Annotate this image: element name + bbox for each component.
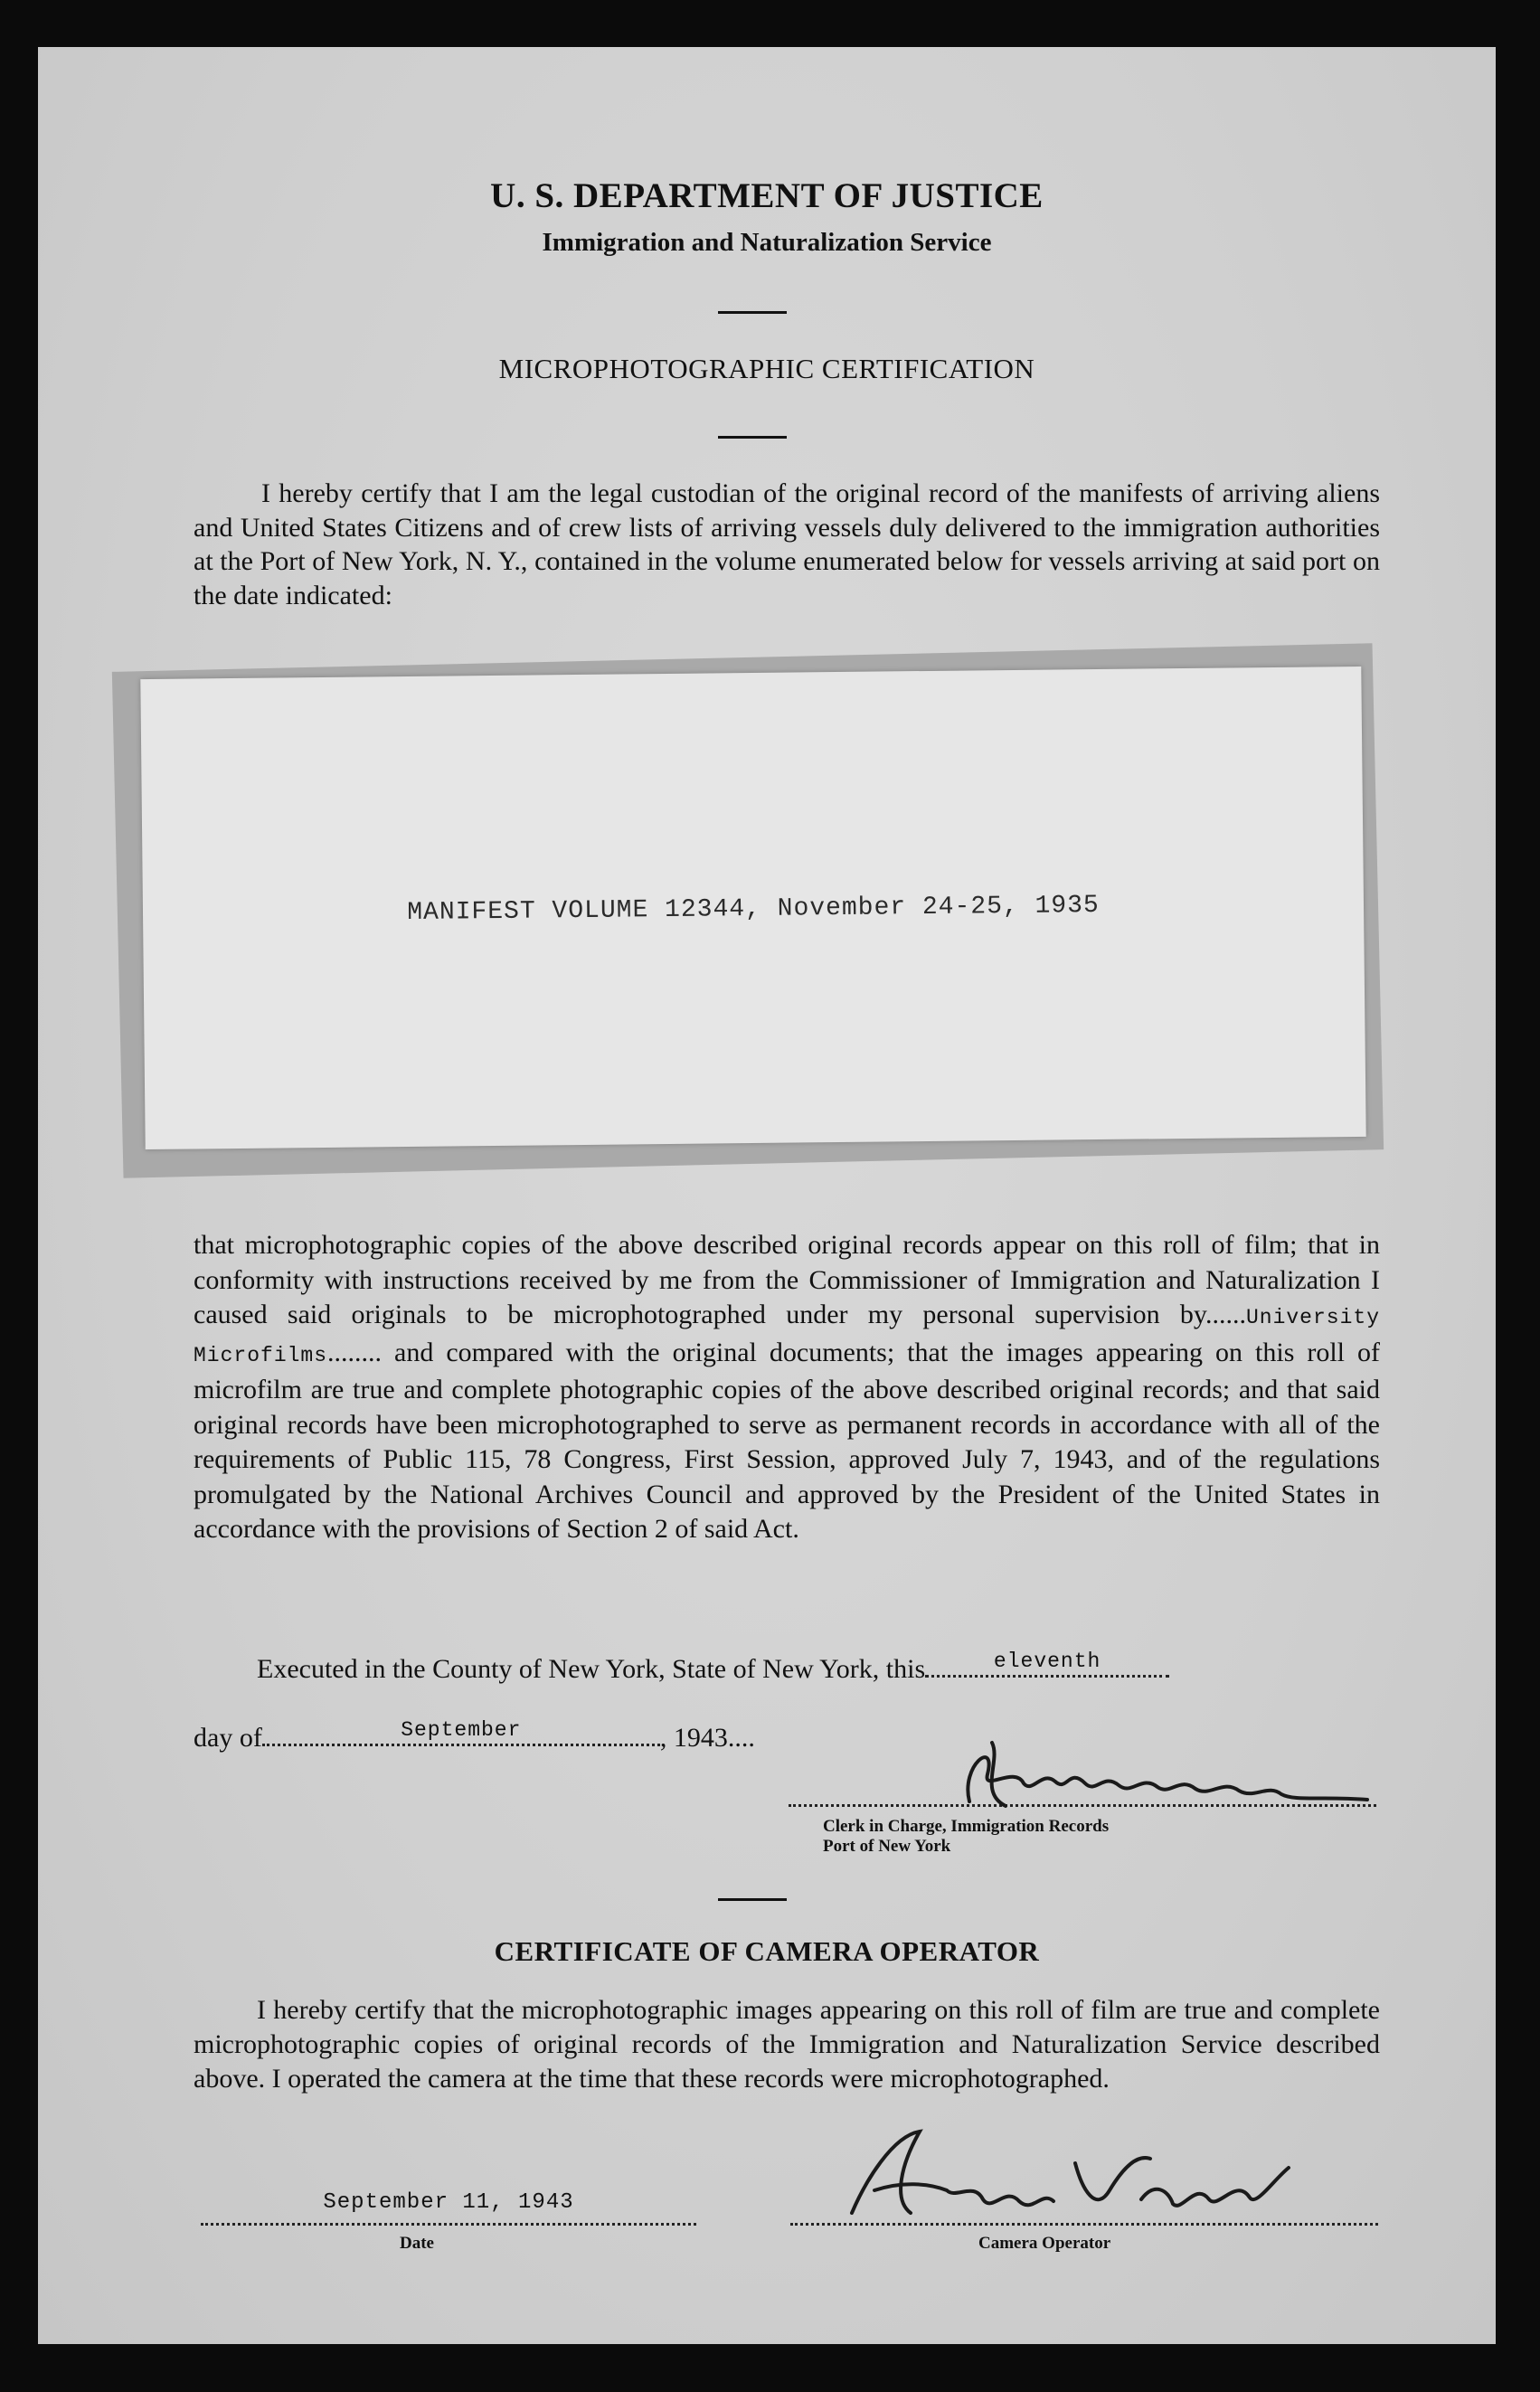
- day-of-prefix: day of: [194, 1723, 262, 1753]
- intro-paragraph: I hereby certify that I am the legal custodian of the original record of the manifests of arriving aliens and United States Citizens and of crew lists of arriving vessels duly delivered to the immigration authorities at the Port of New York, N. Y., contained in the volume enumerated below for vessels arriving at said port on the date indicated:: [194, 478, 1380, 610]
- date-line: [201, 2216, 696, 2226]
- executed-prefix: Executed in the County of New York, State of New York, this: [257, 1654, 926, 1684]
- date-caption: Date: [400, 2234, 434, 2253]
- body-text-part2: and compared with the original documents; that the images appearing on this roll of microfilm are true and complete photographic copies of the above described original records; and that said original records have been microphotographed to serve as permanent records in accordance with all of the requirements of Public 115, 78 Congress, First Session, approved July 7, 1943, and of the regulations promulgated by the National Archives Council and approved by the President of the United States in accordance with the provisions of Section 2 of said Act.: [194, 1337, 1381, 1544]
- camera-operator-heading: CERTIFICATE OF CAMERA OPERATOR: [494, 1935, 1040, 1967]
- year-prefix: , 194: [659, 1723, 714, 1753]
- certification-heading: MICROPHOTOGRAPHIC CERTIFICATION: [498, 353, 1035, 384]
- year-digit: 3: [713, 1723, 728, 1753]
- certification-body: that microphotographic copies of the above described original records appear on this roll of film; that in conformity with instructions received by me from the Commissioner of Immigration and Naturalization I caused said originals to be microphotographed under my personal supervision by......University Microfilms........ and compared with the original documents; that the images appearing on this roll of microfilm are true and complete photographic copies of the above described original records; and that said original records have been microphotographed to serve as permanent records in accordance with all of the requirements of Public 115, 78 Congress, First Session, approved July 7, 1943, and of the regulations promulgated by the National Archives Council and approved by the President of the United States in accordance with the provisions of Section 2 of said Act.: [194, 1230, 1381, 1544]
- filmed-by-value: University Microfilms: [194, 1306, 1380, 1367]
- clerk-caption-title: Clerk in Charge, Immigration Records: [823, 1817, 1110, 1836]
- day-of-line: day of September , 1943....: [194, 1718, 755, 1753]
- certificate-page: [38, 47, 1496, 2344]
- date-value: September 11, 1943: [323, 2190, 574, 2215]
- manifest-volume-label: MANIFEST VOLUME 12344, November 24-25, 1935: [407, 891, 1100, 928]
- camera-operator-caption: Camera Operator: [978, 2234, 1111, 2253]
- service-subtitle: Immigration and Naturalization Service: [542, 228, 992, 257]
- month-field: [262, 1718, 660, 1746]
- camera-operator-signature: [838, 2127, 1309, 2227]
- divider: [718, 436, 787, 439]
- divider: [718, 311, 787, 314]
- divider: [718, 1898, 787, 1901]
- executed-day-value: eleventh: [993, 1650, 1101, 1673]
- body-text-part1: that microphotographic copies of the above described original records appear on this roll of film; that in conformity with instructions received by me from the Commissioner of Immigration and Naturalization I caused said originals to be microphotographed under my personal supervision by: [194, 1230, 1380, 1329]
- month-value: September: [401, 1718, 522, 1742]
- clerk-caption-port: Port of New York: [823, 1837, 951, 1856]
- camera-operator-text: I hereby certify that the microphotographic images appearing on this roll of film are true and complete microphotographic copies of original records of the Immigration and Naturalization Service described above. I operated the camera at the time that these records were microphotographed.: [194, 1995, 1380, 2094]
- department-title: U. S. DEPARTMENT OF JUSTICE: [490, 176, 1044, 215]
- clerk-caption: [823, 1817, 1109, 1857]
- executed-day-field: [925, 1650, 1169, 1678]
- clerk-signature: [942, 1729, 1376, 1811]
- executed-line: [257, 1650, 1169, 1685]
- manifest-card: [140, 667, 1365, 1149]
